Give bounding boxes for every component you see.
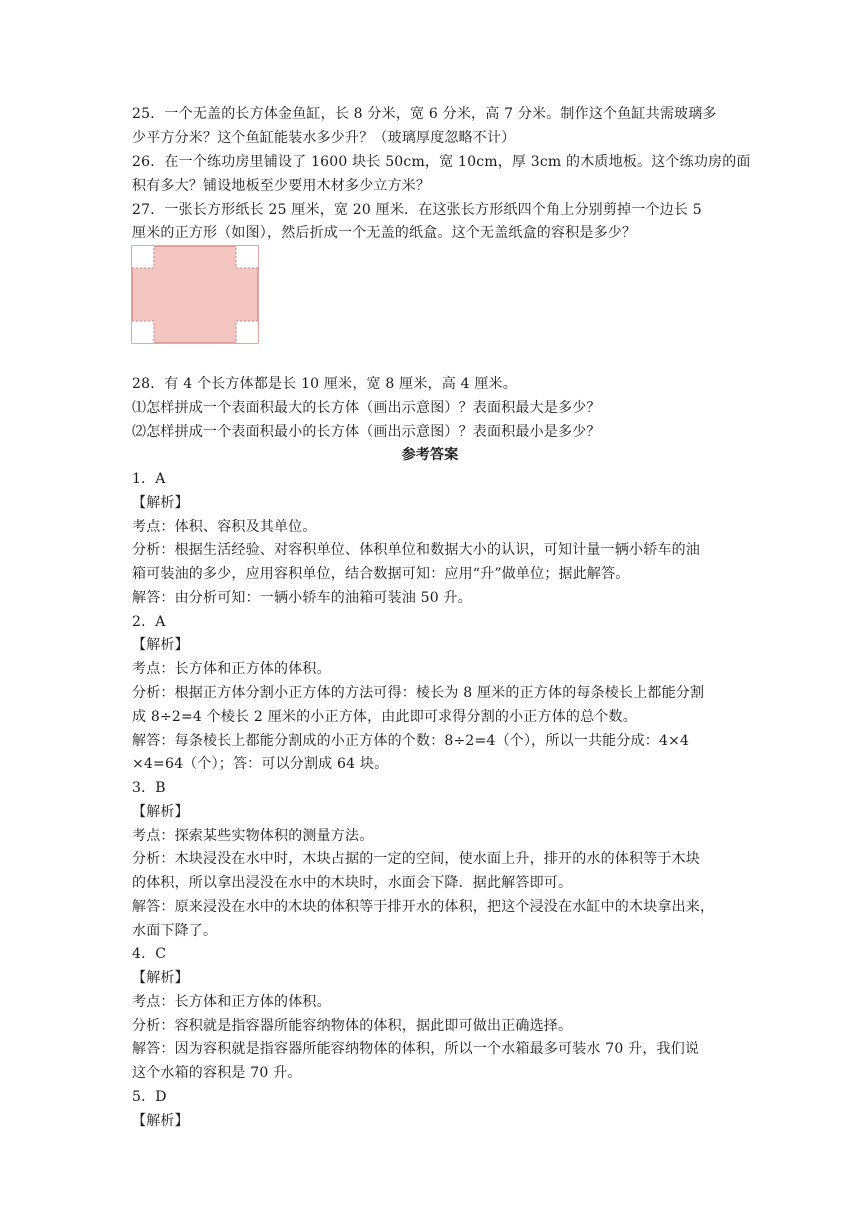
cut-corner-bottom-left [132,321,154,343]
answer-line: 这个水箱的容积是 70 升。 [132,1065,302,1081]
answer-line: 分析：木块浸没在水中时，木块占据的一定的空间，使水面上升，排开的水的体积等于木块 [132,851,700,867]
answer-line: 成 8÷2=4 个棱长 2 厘米的小正方体，由此即可求得分割的小正方体的总个数。 [132,709,637,725]
answer-line: 解答：由分析可知：一辆小轿车的油箱可装油 50 升。 [132,590,472,606]
answer-line: 3．B [132,780,166,796]
q25-line-2: 少平方分米？这个鱼缸能装水多少升？（玻璃厚度忽略不计） [132,130,516,146]
answer-line: 解答：每条棱长上都能分割成的小正方体的个数：8÷2=4（个），所以一共能分成：4×4 [132,733,690,749]
answer-line: 【解析】 [132,637,189,653]
q28-part-1: ⑴怎样拼成一个表面积最大的长方体（画出示意图）？表面积最大是多少？ [132,400,601,416]
answer-line: 分析：容积就是指容器所能容纳物体的体积，据此即可做出正确选择。 [132,1018,573,1034]
paper-cut-figure [131,245,259,344]
q26-line-2: 积有多大？铺设地板至少要用木材多少立方米？ [132,178,431,194]
answer-line: 【解析】 [132,804,189,820]
answer-line: 解答：原来浸没在水中的木块的体积等于排开水的体积，把这个浸没在水缸中的木块拿出来， [132,899,715,915]
answer-line: 考点：体积、容积及其单位。 [132,519,317,535]
answer-line: ×4=64（个）；答：可以分割成 64 块。 [132,756,389,772]
answer-line: 4．C [132,946,167,962]
q27-line-1: 27．一张长方形纸长 25 厘米，宽 20 厘米．在这张长方形纸四个角上分别剪掉一个边长 5 [132,202,702,218]
q26-line-1: 26．在一个练功房里铺设了 1600 块长 50cm，宽 10cm，厚 3cm 的木质地板。这个练功房的面 [132,154,751,170]
q25-line-1: 25．一个无盖的长方体金鱼缸，长 8 分米，宽 6 分米，高 7 分米。制作这个鱼缸共需玻璃多 [132,106,717,122]
answer-line: 考点：长方体和正方体的体积。 [132,661,331,677]
answer-line: 箱可装油的多少，应用容积单位，结合数据可知：应用“升”做单位；据此解答。 [132,566,630,582]
answer-line: 【解析】 [132,1113,189,1129]
cut-corner-top-left [132,246,154,268]
cut-corner-bottom-right [236,321,258,343]
answer-line: 分析：根据生活经验、对容积单位、体积单位和数据大小的认识，可知计量一辆小轿车的油 [132,542,700,558]
q27-line-2: 厘米的正方形（如图），然后折成一个无盖的纸盒。这个无盖纸盒的容积是多少？ [132,225,637,241]
answer-line: 的体积，所以拿出浸没在水中的木块时，水面会下降．据此解答即可。 [132,875,573,891]
answer-line: 水面下降了。 [132,923,218,939]
q28-line-1: 28．有 4 个长方体都是长 10 厘米，宽 8 厘米，高 4 厘米。 [132,376,517,392]
answer-section-title: 参考答案 [401,447,459,463]
answer-line: 分析：根据正方体分割小正方体的方法可得：棱长为 8 厘米的正方体的每条棱长上都能分割 [132,685,705,701]
answer-line: 【解析】 [132,495,189,511]
answer-line: 考点：探索某些实物体积的测量方法。 [132,828,374,844]
answer-line: 1．A [132,471,166,487]
answer-line: 解答：因为容积就是指容器所能容纳物体的体积，所以一个水箱最多可装水 70 升，我们说 [132,1041,700,1057]
answer-line: 5．D [132,1089,167,1105]
answer-line: 【解析】 [132,970,189,986]
cut-corner-top-right [236,246,258,268]
answer-line: 2．A [132,614,166,630]
q28-part-2: ⑵怎样拼成一个表面积最小的长方体（画出示意图）？表面积最小是多少？ [132,424,601,440]
answer-line: 考点：长方体和正方体的体积。 [132,994,331,1010]
